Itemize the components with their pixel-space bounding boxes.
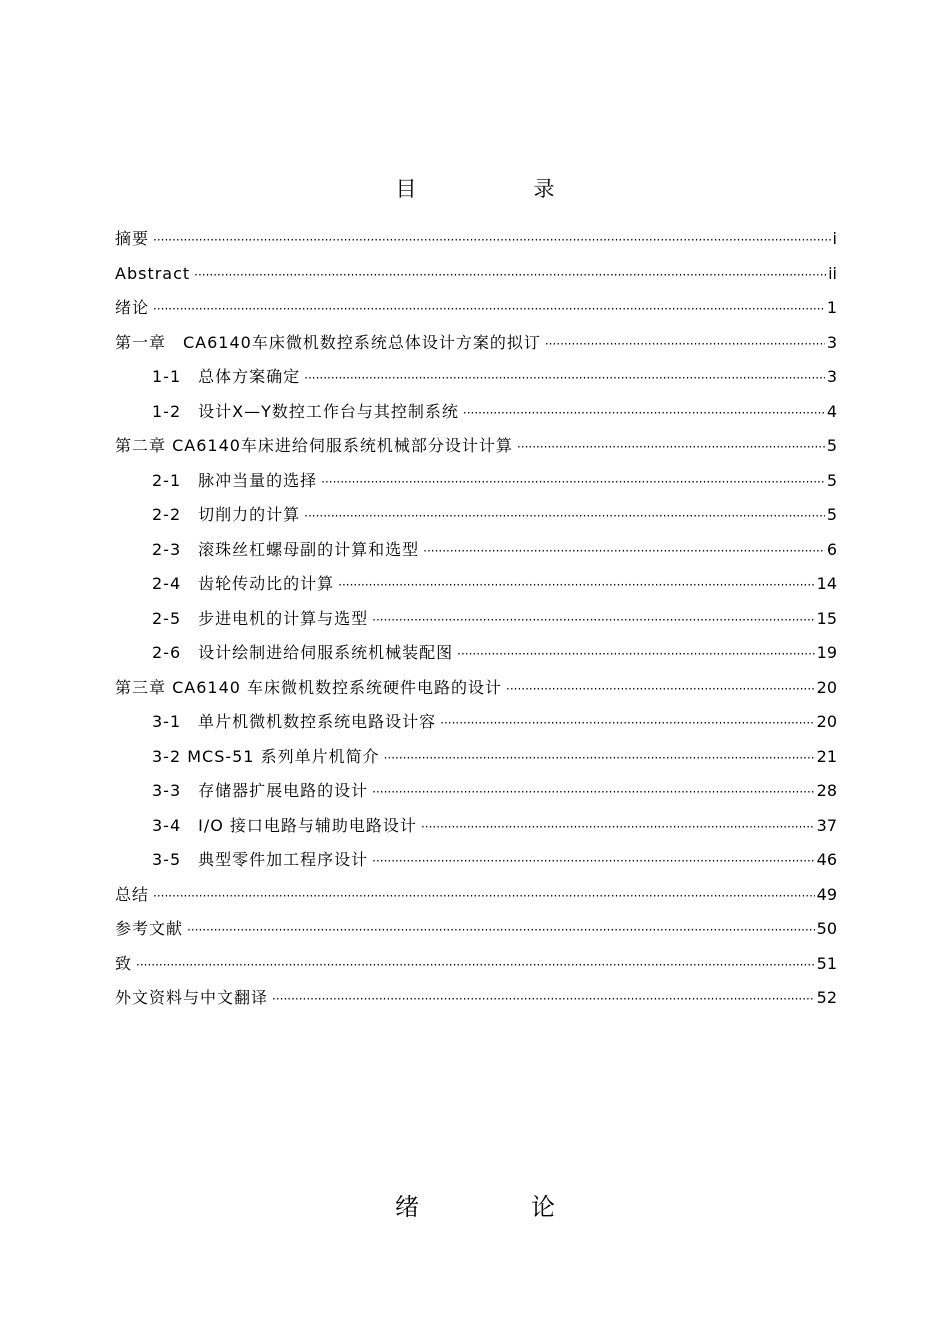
toc-entry[interactable] <box>115 777 837 812</box>
toc-entry[interactable] <box>115 329 837 364</box>
toc-entry[interactable] <box>115 225 837 260</box>
toc-entry[interactable] <box>115 260 837 295</box>
toc-entry-page-number: 15 <box>816 608 837 628</box>
toc-entry-page-number: 3 <box>826 367 837 386</box>
section-title: 绪 论 <box>395 1193 599 1221</box>
toc-entry[interactable] <box>115 846 837 881</box>
toc-leader-dots <box>384 744 815 772</box>
toc-leader-dots <box>153 226 831 254</box>
toc-leader-dots <box>304 364 825 392</box>
toc-entry-label: 第二章 CA6140车床进给伺服系统机械部分设计计算 <box>115 436 513 455</box>
toc-entry-page-number: 21 <box>816 746 837 766</box>
toc-entry[interactable] <box>115 708 837 743</box>
toc-entry-label: 3-2 MCS-51 系列单片机简介 <box>152 746 380 766</box>
toc-entry-page-number: 28 <box>816 781 837 800</box>
toc-entry[interactable] <box>115 881 837 916</box>
toc-entry-page-number: i <box>832 229 837 248</box>
toc-leader-dots <box>372 606 815 634</box>
toc-entry-page-number: 14 <box>816 574 837 593</box>
toc-entry-page-number: 49 <box>816 884 837 904</box>
toc-entry[interactable] <box>115 639 837 674</box>
toc-entry[interactable] <box>115 950 837 985</box>
toc-entry-label: 3-1 单片机微机数控系统电路设计容 <box>152 712 437 731</box>
toc-entry[interactable] <box>115 363 837 398</box>
toc-entry[interactable] <box>115 674 837 709</box>
toc-leader-dots <box>506 675 815 703</box>
toc-entry-label: 2-6 设计绘制进给伺服系统机械装配图 <box>152 643 454 662</box>
toc-leader-dots <box>372 847 815 875</box>
toc-entry-label: 2-5 步进电机的计算与选型 <box>152 608 369 628</box>
toc-entry-label: 致 <box>115 953 133 973</box>
toc-entry-label: 1-2 设计X—Y数控工作台与其控制系统 <box>152 401 459 421</box>
toc-entry-label: 2-1 脉冲当量的选择 <box>152 470 318 490</box>
toc-entry[interactable] <box>115 984 837 1019</box>
toc-entry-label: 3-4 I/O 接口电路与辅助电路设计 <box>152 815 417 835</box>
toc-entry[interactable] <box>115 294 837 329</box>
toc-entry[interactable] <box>115 605 837 640</box>
toc-entry-label: 总结 <box>115 884 150 904</box>
toc-leader-dots <box>136 951 815 979</box>
toc-leader-dots <box>272 985 815 1013</box>
toc-title: 目 录 <box>395 177 603 201</box>
toc-entry-label: 绪论 <box>115 298 150 317</box>
toc-entry-label: 第三章 CA6140 车床微机数控系统硬件电路的设计 <box>115 677 503 697</box>
toc-leader-dots <box>440 709 815 737</box>
toc-entry-page-number: 6 <box>826 539 837 559</box>
toc-entry[interactable] <box>115 467 837 502</box>
toc-leader-dots <box>153 295 825 323</box>
toc-entry-page-number: 52 <box>816 988 837 1007</box>
toc-entry-page-number: 46 <box>816 850 837 869</box>
toc-entry-label: 3-5 典型零件加工程序设计 <box>152 850 369 869</box>
toc-entry[interactable] <box>115 398 837 433</box>
toc-entry[interactable] <box>115 501 837 536</box>
toc-entry-page-number: 5 <box>826 470 837 490</box>
toc-entry-page-number: 5 <box>826 436 837 455</box>
toc-entry-label: 摘要 <box>115 229 150 248</box>
toc-entry-page-number: ii <box>828 263 837 283</box>
toc-leader-dots <box>372 778 815 806</box>
toc-entry-page-number: 20 <box>816 677 837 697</box>
toc-leader-dots <box>338 571 815 599</box>
toc-entry[interactable] <box>115 432 837 467</box>
toc-leader-dots <box>304 502 825 530</box>
toc-entry-label: 第一章 CA6140车床微机数控系统总体设计方案的拟订 <box>115 332 541 352</box>
toc-leader-dots <box>463 399 825 427</box>
toc-entry-page-number: 51 <box>816 953 837 973</box>
toc-entry[interactable] <box>115 536 837 571</box>
toc-leader-dots <box>457 640 815 668</box>
toc-entry-page-number: 1 <box>826 298 837 317</box>
toc-leader-dots <box>194 261 826 289</box>
toc-leader-dots <box>517 433 825 461</box>
toc-entry-label: 2-4 齿轮传动比的计算 <box>152 574 335 593</box>
toc-entry-label: 外文资料与中文翻译 <box>115 988 269 1007</box>
toc-entry-page-number: 37 <box>816 815 837 835</box>
toc-leader-dots <box>153 882 815 910</box>
toc-leader-dots <box>321 468 825 496</box>
toc-entry-label: 3-3 存储器扩展电路的设计 <box>152 781 369 800</box>
toc-leader-dots <box>423 537 825 565</box>
toc-entry[interactable] <box>115 915 837 950</box>
toc-entry-page-number: 5 <box>826 505 837 524</box>
toc-entry-page-number: 20 <box>816 712 837 731</box>
toc-entry-page-number: 4 <box>826 401 837 421</box>
toc-leader-dots <box>421 813 815 841</box>
toc-entry-label: 参考文献 <box>115 919 184 938</box>
toc-leader-dots <box>187 916 815 944</box>
toc-entry-page-number: 19 <box>816 643 837 662</box>
toc-entry-label: 2-2 切削力的计算 <box>152 505 301 524</box>
toc-entry[interactable] <box>115 812 837 847</box>
table-of-contents <box>115 225 837 1019</box>
toc-entry-label: 2-3 滚珠丝杠螺母副的计算和选型 <box>152 539 420 559</box>
toc-entry-label: Abstract <box>115 263 191 283</box>
toc-entry-page-number: 50 <box>816 919 837 938</box>
toc-entry[interactable] <box>115 743 837 778</box>
toc-leader-dots <box>545 330 825 358</box>
toc-entry[interactable] <box>115 570 837 605</box>
toc-entry-label: 1-1 总体方案确定 <box>152 367 301 386</box>
toc-entry-page-number: 3 <box>826 332 837 352</box>
